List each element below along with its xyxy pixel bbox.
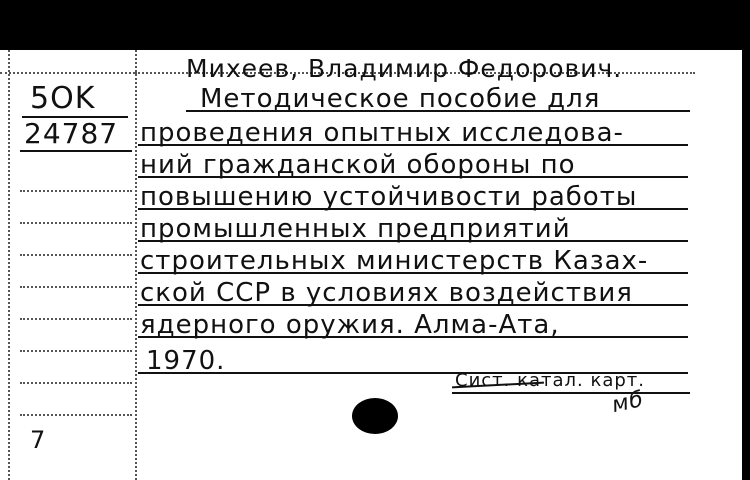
note-underline	[452, 392, 690, 394]
title-underline	[138, 208, 688, 210]
ruled-line	[20, 350, 132, 352]
card-edge-shadow	[742, 50, 750, 480]
title-line: промышленных предприятий	[140, 214, 571, 244]
librarian-initials: мб	[609, 386, 647, 419]
ruled-line	[20, 254, 132, 256]
inventory-number: 24787	[24, 117, 119, 150]
shelfmark: 5OK	[30, 81, 96, 116]
catalog-card	[0, 48, 750, 480]
title-line: ской ССР в условиях воздействия	[140, 278, 633, 308]
title-underline	[138, 336, 688, 338]
ruled-line	[20, 286, 132, 288]
title-underline	[138, 272, 688, 274]
inventory-underline	[20, 150, 132, 152]
ink-blot	[352, 398, 398, 434]
title-line: 1970.	[146, 346, 226, 376]
catalog-note: Сист. катал. карт.	[455, 370, 645, 391]
title-underline	[138, 304, 688, 306]
title-underline	[186, 110, 690, 112]
title-underline	[138, 144, 688, 146]
ruled-line	[20, 414, 132, 416]
author-heading: Михеев, Владимир Федорович.	[186, 54, 623, 83]
title-line: ний гражданской обороны по	[140, 150, 576, 180]
ruled-line	[0, 72, 135, 74]
title-line: ядерного оружия. Алма-Ата,	[140, 310, 560, 340]
title-line: строительных министерств Казах-	[140, 246, 649, 276]
ruled-line	[20, 190, 132, 192]
title-line: Методическое пособие для	[200, 84, 601, 114]
ruled-line	[20, 222, 132, 224]
ruled-line	[20, 318, 132, 320]
corner-mark: 7	[30, 426, 47, 454]
title-underline	[138, 176, 688, 178]
title-line: проведения опытных исследова-	[140, 118, 624, 148]
title-line: повышению устойчивости работы	[140, 182, 638, 212]
margin-rule	[135, 50, 137, 480]
title-underline	[138, 240, 688, 242]
margin-rule	[8, 50, 10, 480]
ruled-line	[20, 382, 132, 384]
